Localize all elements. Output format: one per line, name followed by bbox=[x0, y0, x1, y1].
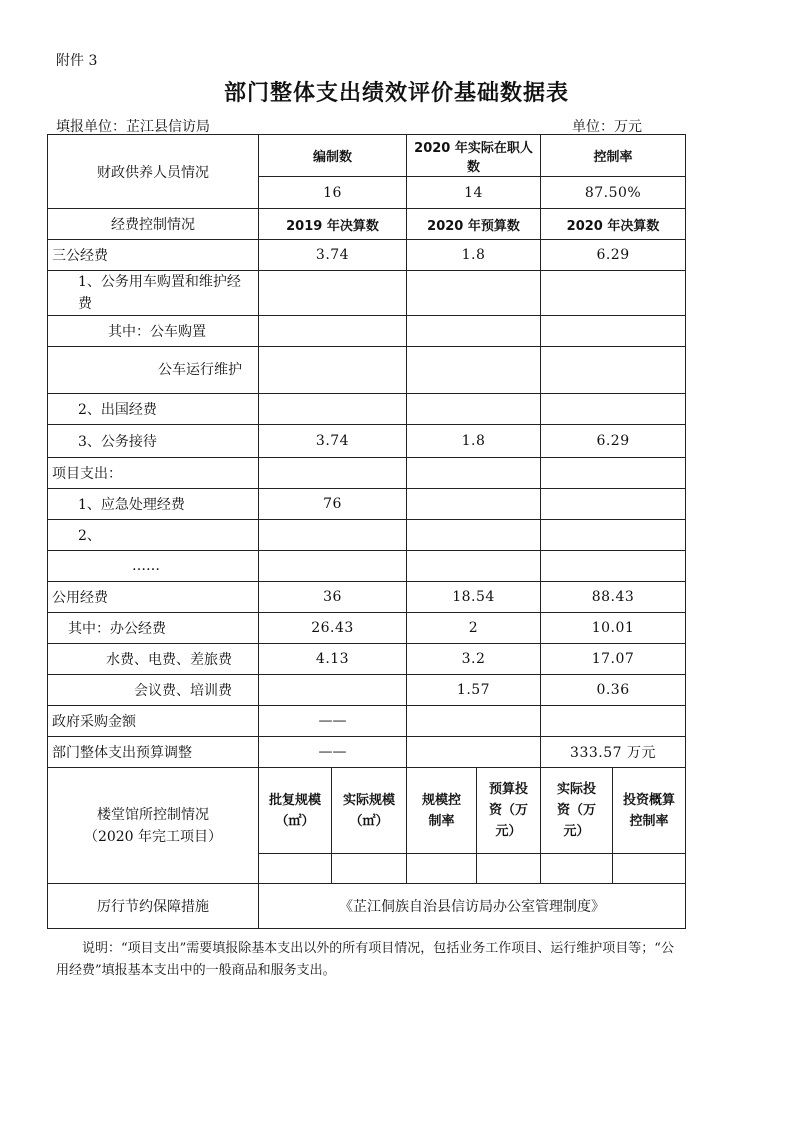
row-value-2020-final bbox=[541, 706, 686, 737]
building-header-actual-scale: 实际规模（㎡） bbox=[332, 768, 407, 854]
staffing-actual: 14 bbox=[407, 177, 541, 209]
staffing-header-row bbox=[48, 135, 686, 177]
building-scale-rate bbox=[407, 854, 477, 884]
row-value-2019 bbox=[259, 394, 407, 425]
row-label: 2、出国经费 bbox=[48, 394, 259, 425]
row-value-2020-budget bbox=[407, 737, 541, 768]
row-value-2019 bbox=[259, 551, 407, 582]
row-value-2020-budget bbox=[407, 706, 541, 737]
row-value-2020-budget bbox=[407, 316, 541, 347]
building-invest-rate bbox=[613, 854, 686, 884]
currency-unit: 单位：万元 bbox=[572, 119, 642, 135]
row-value-2020-budget bbox=[407, 347, 541, 394]
thrift-row bbox=[48, 884, 686, 929]
row-value-2020-budget: 18.54 bbox=[407, 582, 541, 613]
table-row bbox=[48, 675, 686, 706]
table-row bbox=[48, 425, 686, 458]
building-approved-scale bbox=[259, 854, 332, 884]
row-value-2019 bbox=[259, 520, 407, 551]
row-value-2019 bbox=[259, 316, 407, 347]
annex-label: 附件 3 bbox=[56, 53, 98, 69]
row-value-2020-budget: 1.8 bbox=[407, 425, 541, 458]
building-header-scale-rate: 规模控制率 bbox=[407, 768, 477, 854]
funds-header-row bbox=[48, 209, 686, 240]
staffing-quota: 16 bbox=[259, 177, 407, 209]
row-label: 其中：办公经费 bbox=[48, 613, 259, 644]
row-label-cell bbox=[48, 347, 259, 394]
staffing-header-actual: 2020 年实际在职人数 bbox=[407, 135, 541, 177]
row-label: 1、公务用车购置和维护经费 bbox=[48, 271, 259, 316]
table-row bbox=[48, 582, 686, 613]
row-value-2020-final: 10.01 bbox=[541, 613, 686, 644]
row-label: 2、 bbox=[48, 520, 259, 551]
row-value-2020-budget bbox=[407, 520, 541, 551]
row-value-2019: 4.13 bbox=[259, 644, 407, 675]
table-row bbox=[48, 316, 686, 347]
row-label: 3、公务接待 bbox=[48, 425, 259, 458]
funds-col-2020-budget: 2020 年预算数 bbox=[407, 209, 541, 240]
table-row bbox=[48, 551, 686, 582]
funds-label: 经费控制情况 bbox=[48, 209, 259, 240]
row-label: 会议费、培训费 bbox=[48, 675, 259, 706]
row-label: …… bbox=[48, 551, 259, 582]
row-label: 其中：公车购置 bbox=[48, 316, 259, 347]
row-value-2019: 76 bbox=[259, 489, 407, 520]
row-value-2020-budget bbox=[407, 458, 541, 489]
row-value-2020-final bbox=[541, 520, 686, 551]
row-value-2019: 3.74 bbox=[259, 425, 407, 458]
data-table bbox=[47, 134, 686, 929]
building-label: 楼堂馆所控制情况 bbox=[97, 806, 209, 823]
row-value-2019: 36 bbox=[259, 582, 407, 613]
funds-col-2020-final: 2020 年决算数 bbox=[541, 209, 686, 240]
row-value-2020-final: 333.57 万元 bbox=[541, 737, 686, 768]
table-row bbox=[48, 489, 686, 520]
table-row bbox=[48, 271, 686, 316]
row-value-2020-final: 6.29 bbox=[541, 240, 686, 271]
row-value-2020-final bbox=[541, 551, 686, 582]
row-value-2020-final bbox=[541, 458, 686, 489]
row-value-2019: 26.43 bbox=[259, 613, 407, 644]
page-title: 部门整体支出绩效评价基础数据表 bbox=[223, 81, 569, 106]
building-header-row bbox=[48, 768, 686, 854]
row-label: 三公经费 bbox=[48, 240, 259, 271]
table-row bbox=[48, 737, 686, 768]
building-header-invest-rate: 投资概算控制率 bbox=[613, 768, 686, 854]
thrift-label: 厉行节约保障措施 bbox=[48, 884, 259, 929]
table-row bbox=[48, 706, 686, 737]
table-row bbox=[48, 347, 686, 394]
row-value-2020-budget bbox=[407, 551, 541, 582]
funds-col-2019-final: 2019 年决算数 bbox=[259, 209, 407, 240]
footnote: 说明：“项目支出”需要填报除基本支出以外的所有项目情况，包括业务工作项目、运行维护项目等；“公用经费”填报基本支出中的一般商品和服务支出。 bbox=[56, 941, 674, 978]
row-label: 水费、电费、差旅费 bbox=[48, 644, 259, 675]
staffing-header-quota: 编制数 bbox=[259, 135, 407, 177]
row-value-2019: 3.74 bbox=[259, 240, 407, 271]
row-value-2020-final: 17.07 bbox=[541, 644, 686, 675]
row-label: 1、应急处理经费 bbox=[48, 489, 259, 520]
building-budget-invest bbox=[477, 854, 541, 884]
table-row bbox=[48, 458, 686, 489]
row-value-2019: —— bbox=[259, 737, 407, 768]
row-value-2020-final bbox=[541, 489, 686, 520]
table-row bbox=[48, 644, 686, 675]
row-value-2020-final bbox=[541, 347, 686, 394]
row-label: 公用经费 bbox=[48, 582, 259, 613]
row-value-2020-budget: 3.2 bbox=[407, 644, 541, 675]
row-value-2020-budget: 1.8 bbox=[407, 240, 541, 271]
row-value-2020-final bbox=[541, 271, 686, 316]
table-row bbox=[48, 240, 686, 271]
building-actual-scale bbox=[332, 854, 407, 884]
row-label: 政府采购金额 bbox=[48, 706, 259, 737]
thrift-value: 《芷江侗族自治县信访局办公室管理制度》 bbox=[259, 884, 686, 929]
row-value-2020-final bbox=[541, 394, 686, 425]
row-value-2020-final: 0.36 bbox=[541, 675, 686, 706]
building-actual-invest bbox=[541, 854, 613, 884]
row-value-2020-budget: 2 bbox=[407, 613, 541, 644]
row-value-2019 bbox=[259, 675, 407, 706]
row-value-2020-budget: 1.57 bbox=[407, 675, 541, 706]
row-value-2019 bbox=[259, 347, 407, 394]
row-value-2020-budget bbox=[407, 489, 541, 520]
row-value-2020-budget bbox=[407, 271, 541, 316]
staffing-header-rate: 控制率 bbox=[541, 135, 686, 177]
building-label-cell bbox=[48, 768, 259, 884]
row-value-2020-final: 6.29 bbox=[541, 425, 686, 458]
table-row bbox=[48, 394, 686, 425]
building-label-year: （2020 年完工项目） bbox=[83, 828, 223, 845]
row-value-2019 bbox=[259, 271, 407, 316]
staffing-label: 财政供养人员情况 bbox=[48, 135, 259, 209]
row-value-2020-final: 88.43 bbox=[541, 582, 686, 613]
building-header-approved-scale: 批复规模（㎡） bbox=[259, 768, 332, 854]
row-value-2019 bbox=[259, 458, 407, 489]
table-row bbox=[48, 520, 686, 551]
building-header-budget-invest: 预算投资（万元） bbox=[477, 768, 541, 854]
building-header-actual-invest: 实际投资（万元） bbox=[541, 768, 613, 854]
row-label: 项目支出： bbox=[48, 458, 259, 489]
row-value-2020-final bbox=[541, 316, 686, 347]
row-label: 部门整体支出预算调整 bbox=[48, 737, 259, 768]
row-value-2020-budget bbox=[407, 394, 541, 425]
row-value-2019: —— bbox=[259, 706, 407, 737]
staffing-rate: 87.50% bbox=[541, 177, 686, 209]
table-row bbox=[48, 613, 686, 644]
filler-unit: 填报单位：芷江县信访局 bbox=[56, 119, 210, 135]
row-label: 公车运行维护 bbox=[158, 362, 242, 378]
